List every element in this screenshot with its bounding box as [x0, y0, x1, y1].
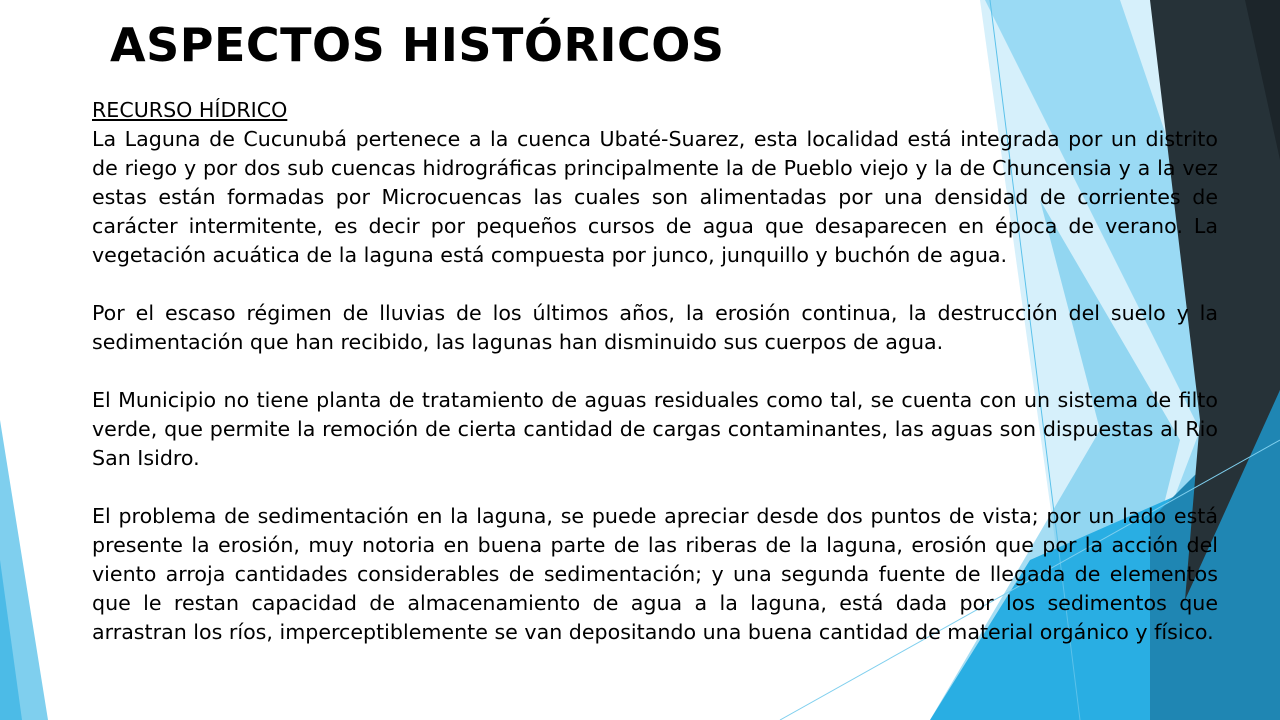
slide-title: ASPECTOS HISTÓRICOS — [110, 18, 725, 72]
slide-body — [92, 96, 1218, 647]
paragraph-2: Por el escaso régimen de lluvias de los últimos años, la erosión continua, la destrucción del suelo y la sedimentación que han recibido, las lagunas han disminuido sus cuerpos de agua. — [92, 301, 1218, 354]
paragraph-4: El problema de sedimentación en la laguna, se puede apreciar desde dos puntos de vista; por un lado está presente la erosión, muy notoria en buena parte de las riberas de la laguna, erosión que por la acción del viento arroja cantidades considerables de sedimentación; y una segunda fuente de llegada de elementos que le restan capacidad de almacenamiento de agua a la laguna, está dada por los sedimentos que arrastran los ríos, imperceptiblemente se van depositando una buena cantidad de material orgánico y físico. — [92, 504, 1218, 644]
paragraph-3: El Municipio no tiene planta de tratamiento de aguas residuales como tal, se cuenta con un sistema de filto verde, que permite la remoción de cierta cantidad de cargas contaminantes, las aguas son dispuestas al Rio San Isidro. — [92, 388, 1218, 470]
paragraph-1 — [92, 96, 1218, 270]
section-heading: RECURSO HÍDRICO — [92, 98, 288, 122]
paragraph-1-text: La Laguna de Cucunubá pertenece a la cuenca Ubaté-Suarez, esta localidad está integrada por un distrito de riego y por dos sub cuencas hidrográficas principalmente la de Pueblo viejo y la de Chuncensia y a la vez estas están formadas por Microcuencas las cuales son alimentadas por una densidad de corrientes de carácter intermitente, es decir por pequeños cursos de agua que desaparecen en época de verano. La vegetación acuática de la laguna está compuesta por junco, junquillo y buchón de agua. — [92, 127, 1218, 267]
